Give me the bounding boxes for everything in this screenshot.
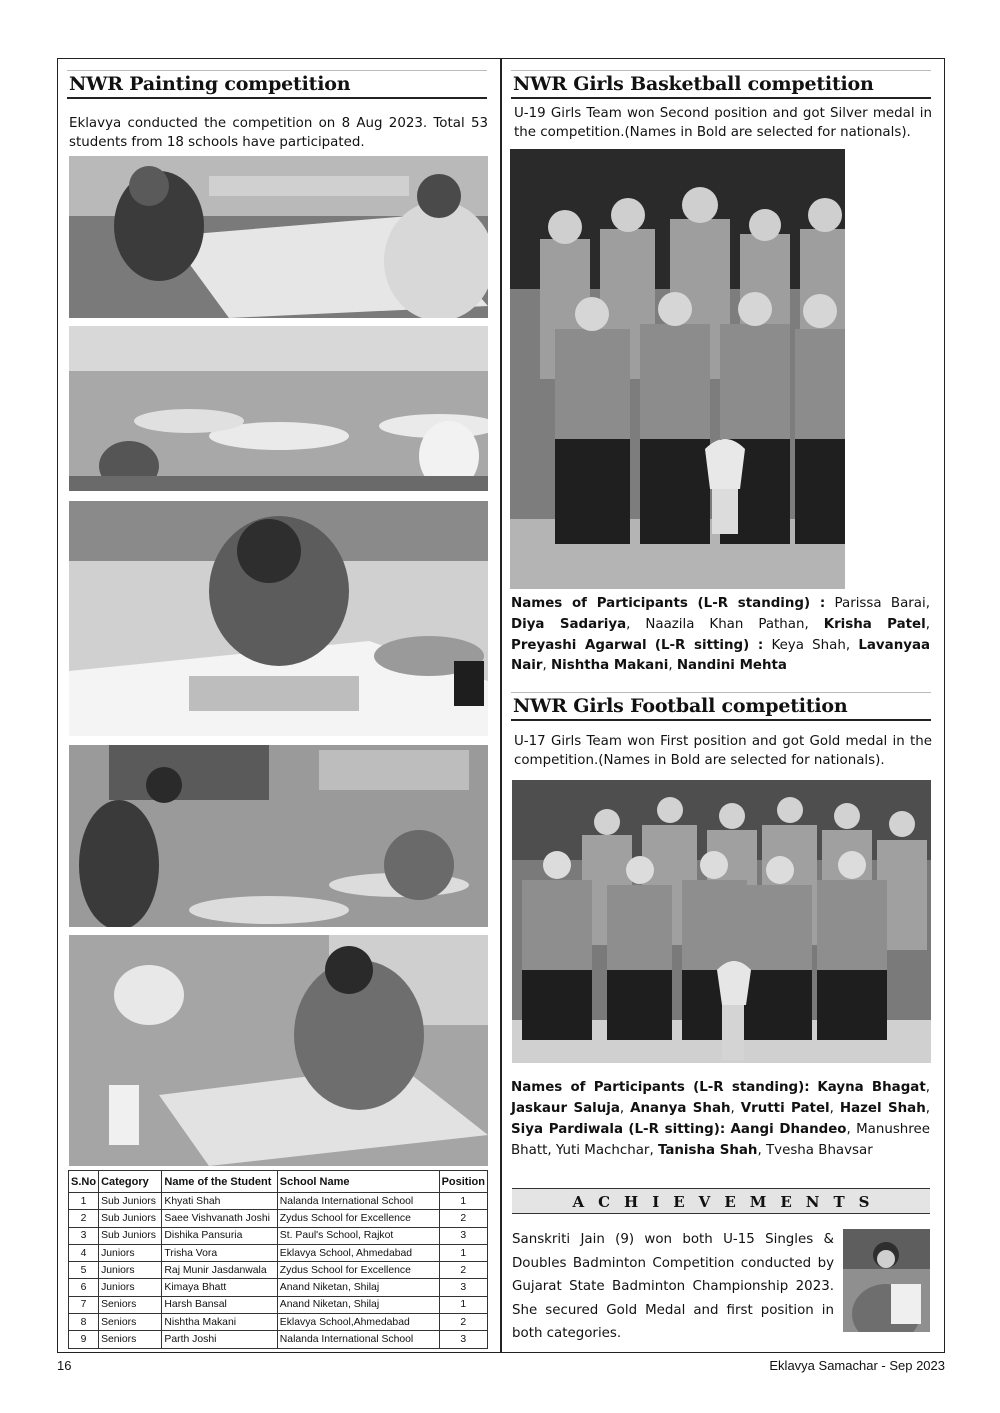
cell-category: Seniors <box>99 1296 162 1313</box>
cell-position: 1 <box>439 1193 487 1210</box>
cell-school: Eklavya School, Ahmedabad <box>277 1244 439 1261</box>
table-row <box>69 1210 488 1227</box>
participant-name: Krisha Patel <box>823 616 926 632</box>
cell-position: 3 <box>439 1279 487 1296</box>
participant-name: Nishtha Makani <box>550 658 669 674</box>
cell-position: 1 <box>439 1244 487 1261</box>
col-header-sno: S.No <box>69 1171 99 1193</box>
participant-name: Siya Pardiwala <box>511 1122 624 1137</box>
cell-school: Zydus School for Excellence <box>277 1262 439 1279</box>
cell-position: 2 <box>439 1210 487 1227</box>
participant-name: Vrutti Patel <box>740 1101 830 1116</box>
cell-school: St. Paul's School, Rajkot <box>277 1227 439 1244</box>
participant-name: Nandini Mehta <box>676 658 787 674</box>
cell-student: Dishika Pansuria <box>162 1227 277 1244</box>
basketball-sitting-names: Keya Shah, Lavanyaa Nair, Nishtha Makani, Nandini Mehta <box>511 637 931 674</box>
achievements-heading: ACHIEVEMENTS <box>512 1188 930 1214</box>
col-header-category: Category <box>99 1171 162 1193</box>
cell-school: Anand Niketan, Shilaj <box>277 1279 439 1296</box>
football-sitting-names: Aangi Dhandeo, Manushree Bhatt, Yuti Machchar, Tanisha Shah, Tvesha Bhavsar <box>511 1122 930 1158</box>
table-row <box>69 1331 488 1348</box>
painting-photo-4 <box>69 745 488 927</box>
table-row <box>69 1296 488 1313</box>
painting-results-table <box>68 1170 488 1349</box>
basketball-team-photo <box>510 149 845 589</box>
cell-category: Juniors <box>99 1279 162 1296</box>
football-team-photo <box>512 780 931 1063</box>
col-header-school: School Name <box>277 1171 439 1193</box>
painting-photo-1 <box>69 156 488 318</box>
football-standing-names: Kayna Bhagat, Jaskaur Saluja, Ananya Shah, Vrutti Patel, Hazel Shah, Siya Pardiwala <box>511 1080 930 1137</box>
cell-sno: 5 <box>69 1262 99 1279</box>
painting-photo-5 <box>69 935 488 1166</box>
cell-student: Saee Vishvanath Joshi <box>162 1210 277 1227</box>
participant-name: Manushree Bhatt <box>511 1122 930 1158</box>
cell-category: Seniors <box>99 1314 162 1331</box>
table-row <box>69 1262 488 1279</box>
table-row <box>69 1279 488 1296</box>
basketball-standing-label: Names of Participants (L-R standing) : <box>511 596 826 611</box>
cell-category: Sub Juniors <box>99 1227 162 1244</box>
football-standing-label: Names of Participants (L-R standing): <box>511 1080 810 1095</box>
cell-category: Sub Juniors <box>99 1193 162 1210</box>
painting-heading: NWR Painting competition <box>67 70 487 99</box>
column-divider <box>500 58 502 1353</box>
cell-school: Anand Niketan, Shilaj <box>277 1296 439 1313</box>
participant-name: Keya Shah <box>771 637 846 653</box>
cell-category: Sub Juniors <box>99 1210 162 1227</box>
cell-student: Raj Munir Jasdanwala <box>162 1262 277 1279</box>
cell-category: Juniors <box>99 1262 162 1279</box>
cell-category: Seniors <box>99 1331 162 1348</box>
table-row <box>69 1193 488 1210</box>
participant-name: Preyashi Agarwal <box>511 637 647 653</box>
football-sitting-label: (L-R sitting): <box>628 1122 726 1137</box>
participant-name: Yuti Machchar <box>555 1143 650 1158</box>
cell-sno: 9 <box>69 1331 99 1348</box>
basketball-standing-names: Parissa Barai, Diya Sadariya, Naazila Khan Pathan, Krisha Patel, Preyashi Agarwal <box>511 596 930 653</box>
painting-intro: Eklavya conducted the competition on 8 Aug 2023. Total 53 students from 18 schools have participated. <box>69 116 488 150</box>
football-intro: U-17 Girls Team won First position and got Gold medal in the competition.(Names in Bold are selected for nationals). <box>514 734 932 768</box>
basketball-participants <box>511 594 930 677</box>
cell-student: Harsh Bansal <box>162 1296 277 1313</box>
page-number: 16 <box>57 1358 72 1373</box>
cell-category: Juniors <box>99 1244 162 1261</box>
participant-name: Jaskaur Saluja <box>511 1101 620 1116</box>
cell-sno: 8 <box>69 1314 99 1331</box>
painting-photo-3 <box>69 501 488 736</box>
participant-name: Tanisha Shah <box>657 1143 758 1158</box>
cell-position: 2 <box>439 1314 487 1331</box>
participant-name: Diya Sadariya <box>511 616 627 632</box>
achievement-student-photo <box>843 1229 930 1332</box>
cell-sno: 1 <box>69 1193 99 1210</box>
table-row <box>69 1227 488 1244</box>
table-header-row <box>69 1171 488 1193</box>
cell-student: Trisha Vora <box>162 1244 277 1261</box>
football-participants <box>511 1077 930 1161</box>
participant-name: Kayna Bhagat <box>817 1080 926 1095</box>
achievements-text: Sanskriti Jain (9) won both U-15 Singles & Doubles Badminton Competition conducted by Gujarat State Badminton Championship 2023. She secured Gold Medal and first position in both categories. <box>512 1232 834 1342</box>
cell-sno: 2 <box>69 1210 99 1227</box>
cell-position: 1 <box>439 1296 487 1313</box>
cell-school: Nalanda International School <box>277 1331 439 1348</box>
cell-position: 2 <box>439 1262 487 1279</box>
participant-name: Ananya Shah <box>630 1101 731 1116</box>
cell-sno: 4 <box>69 1244 99 1261</box>
col-header-position: Position <box>439 1171 487 1193</box>
publication-footer: Eklavya Samachar - Sep 2023 <box>769 1358 945 1373</box>
col-header-student: Name of the Student <box>162 1171 277 1193</box>
cell-student: Kimaya Bhatt <box>162 1279 277 1296</box>
participant-name: Lavanyaa Nair <box>511 637 931 674</box>
football-heading: NWR Girls Football competition <box>511 692 931 721</box>
participant-name: Parissa Barai <box>834 596 926 611</box>
participant-name: Hazel Shah <box>839 1101 926 1116</box>
participant-name: Tvesha Bhavsar <box>765 1143 873 1158</box>
cell-student: Khyati Shah <box>162 1193 277 1210</box>
cell-position: 3 <box>439 1331 487 1348</box>
basketball-sitting-label: (L-R sitting) : <box>654 637 764 653</box>
cell-sno: 6 <box>69 1279 99 1296</box>
cell-school: Zydus School for Excellence <box>277 1210 439 1227</box>
participant-name: Naazila Khan Pathan <box>645 616 805 632</box>
cell-sno: 3 <box>69 1227 99 1244</box>
cell-school: Eklavya School,Ahmedabad <box>277 1314 439 1331</box>
cell-position: 3 <box>439 1227 487 1244</box>
cell-student: Parth Joshi <box>162 1331 277 1348</box>
basketball-intro: U-19 Girls Team won Second position and got Silver medal in the competition.(Names in Bold are selected for nationals). <box>514 106 932 140</box>
participant-name: Aangi Dhandeo <box>730 1122 847 1137</box>
table-row <box>69 1244 488 1261</box>
painting-photo-2 <box>69 326 488 491</box>
cell-sno: 7 <box>69 1296 99 1313</box>
cell-school: Nalanda International School <box>277 1193 439 1210</box>
cell-student: Nishtha Makani <box>162 1314 277 1331</box>
table-row <box>69 1314 488 1331</box>
basketball-heading: NWR Girls Basketball competition <box>511 70 931 99</box>
